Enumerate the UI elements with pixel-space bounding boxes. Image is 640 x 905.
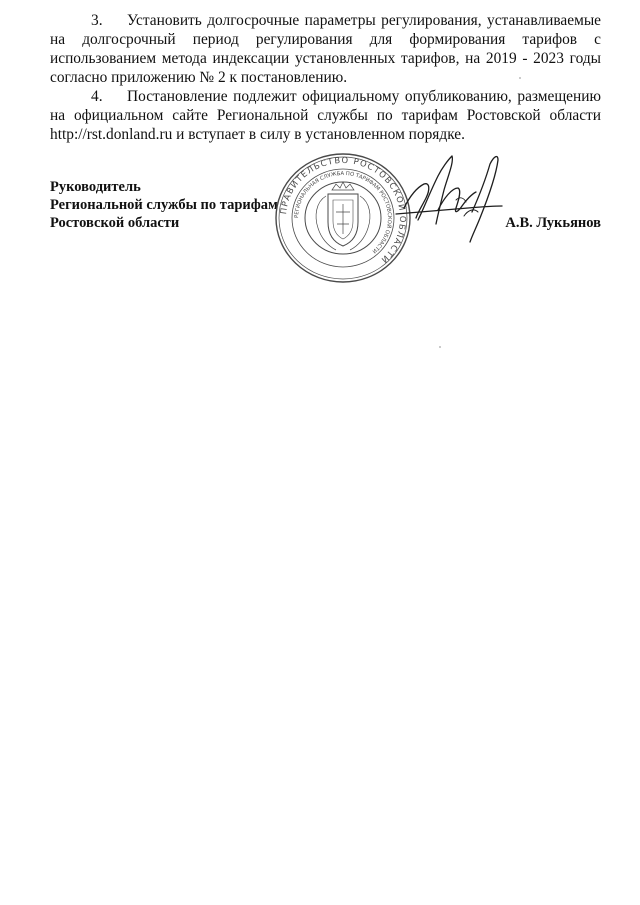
paragraph-number: 4.	[91, 88, 103, 105]
signer-name: А.В. Лукьянов	[505, 215, 601, 231]
seal-emblem	[316, 182, 370, 250]
seal-outer-text: ПРАВИТЕЛЬСТВО РОСТОВСКОЙ ОБЛАСТИ	[278, 154, 409, 266]
signer-position-line-3: Ростовской области	[50, 215, 180, 231]
signer-position-line-1: Руководитель	[50, 179, 141, 195]
signer-position-line-2: Региональной службы по тарифам	[50, 197, 278, 213]
scan-speck	[439, 346, 441, 348]
seal-inner-text: РЕГИОНАЛЬНАЯ СЛУЖБА ПО ТАРИФАМ РОСТОВСКОЙ ОБЛАСТИ	[293, 170, 393, 254]
paragraph-4	[50, 87, 601, 144]
paragraph-text: Установить долгосрочные параметры регулирования, устанавливаемые на долгосрочный период регулирования для формирования тарифов с использованием метода индексации установленных тарифов, на 2019 - 2023 годы согласно приложению № 2 к постановлению.	[50, 12, 601, 86]
paragraph-text: Постановление подлежит официальному опубликованию, размещению на официальном сайте Региональной службы по тарифам Ростовской области http://rst.donland.ru и вступает в силу в установленном порядке.	[50, 88, 601, 143]
scan-speck	[519, 77, 521, 79]
paragraph-3	[50, 11, 601, 87]
paragraph-number: 3.	[91, 12, 103, 29]
handwritten-signature	[368, 150, 508, 246]
